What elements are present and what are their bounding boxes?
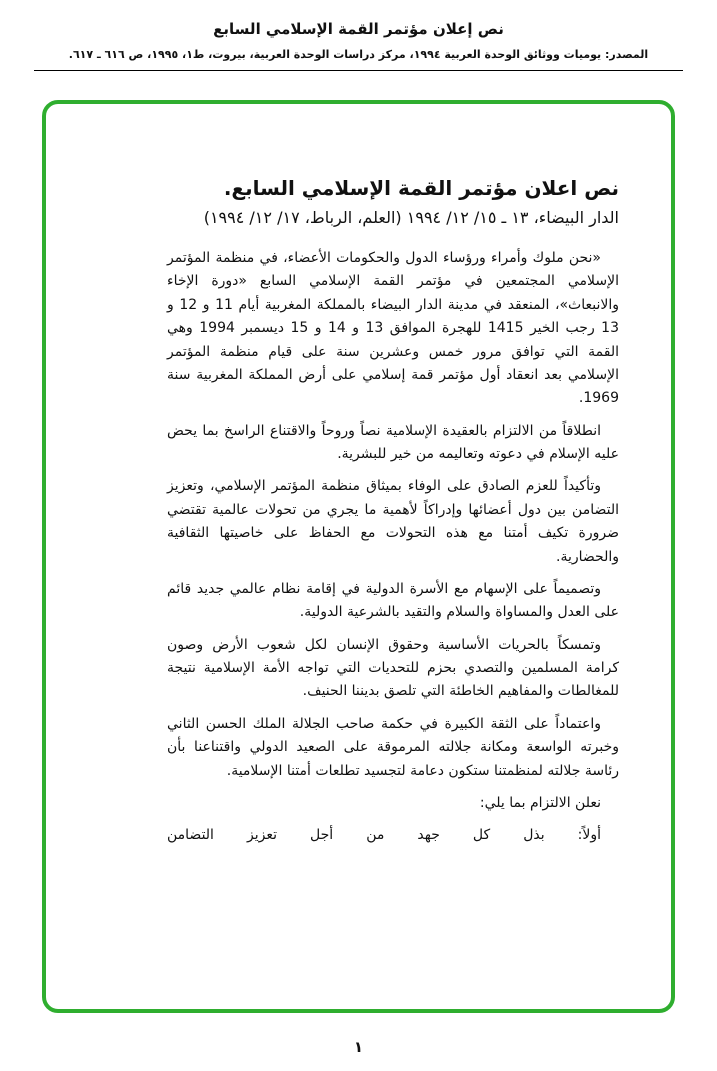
page-number: ١: [353, 1038, 364, 1056]
page-header-title: نص إعلان مؤتمر القمة الإسلامي السابع: [213, 20, 504, 38]
document-body: [167, 247, 619, 848]
source-citation: المصدر: يوميات ووثائق الوحدة العربية ١٩٩٤، مركز دراسات الوحدة العربية، بيروت، ط١، ١٩٩٥، ص ٦١٦ ـ ٦١٧.: [68, 48, 649, 61]
first-resolution-line: أولاً: بذل كل جهد من أجل تعزيز التضامن: [167, 827, 601, 844]
paragraph-charter: وتأكيداً للعزم الصادق على الوفاء بميثاق منظمة المؤتمر الإسلامي، وتعزيز التضامن بين دول أعضائها وإدراكاً لأهمية ما يجري من تحولات عالمية تقتضي ضرورة تكيف أمتنا مع هذه التحولات مع الحفاظ على خاصيتها الثقافية والحضارية.: [167, 478, 619, 565]
paragraph-creed: انطلاقاً من الالتزام بالعقيدة الإسلامية نصاً وروحاً والاقتناع الراسخ بما يحض عليه الإسلام في دعوته وتعاليمه من خير للبشرية.: [167, 422, 619, 462]
declaration-lead-line: نعلن الالتزام بما يلي:: [479, 794, 601, 811]
page-header: [0, 0, 717, 71]
paragraph-freedoms: وتمسكاً بالحريات الأساسية وحقوق الإنسان لكل شعوب الأرض وصون كرامة المسلمين والتصدي بحزم للتحديات التي تواجه الأمة الإسلامية نتيجة للمغالطات والمفاهيم الخاطئة التي تلصق بديننا الحنيف.: [167, 636, 619, 700]
document-title: نص اعلان مؤتمر القمة الإسلامي السابع.: [223, 176, 619, 200]
paragraph-preamble: «نحن ملوك وأمراء ورؤساء الدول والحكومات الأعضاء، في منظمة المؤتمر الإسلامي المجتمعين في مؤتمر القمة الإسلامي السابع «دورة الإخاء والانبعاث»، المنعقد في مدينة الدار البيضاء بالمملكة المغربية أيام 11 و 12 و 13 رجب الخير 1415 للهجرة الموافق 13 و 14 و 15 ديسمبر 1994 وهي القمة التي توافق مرور خمس وعشرين سنة على قيام منظمة المؤتمر الإسلامي بعد انعقاد أول مؤتمر قمة إسلامي على أرض المملكة المغربية سنة 1969.: [167, 250, 619, 407]
paragraph-king-confidence: واعتماداً على الثقة الكبيرة في حكمة صاحب الجلالة الملك الحسن الثاني وخبرته الواسعة ومكانة جلالته المرموقة على الصعيد الدولي واقتناعنا بأن رئاسة جلالته لمنظمتنا ستكون دعامة لتجسيد تطلعات أمتنا الإسلامية.: [167, 715, 619, 779]
document-frame: [42, 100, 675, 1013]
document-content: [46, 104, 671, 848]
document-subtitle: الدار البيضاء، ١٣ ـ ١٥/ ١٢/ ١٩٩٤ (العلم، الرباط، ١٧/ ١٢/ ١٩٩٤): [203, 208, 619, 227]
header-divider: [34, 70, 683, 71]
paragraph-world-order: وتصميماً على الإسهام مع الأسرة الدولية في إقامة نظام عالمي جديد قائم على العدل والمساواة والسلام والتقيد بالشرعية الدولية.: [167, 580, 619, 621]
